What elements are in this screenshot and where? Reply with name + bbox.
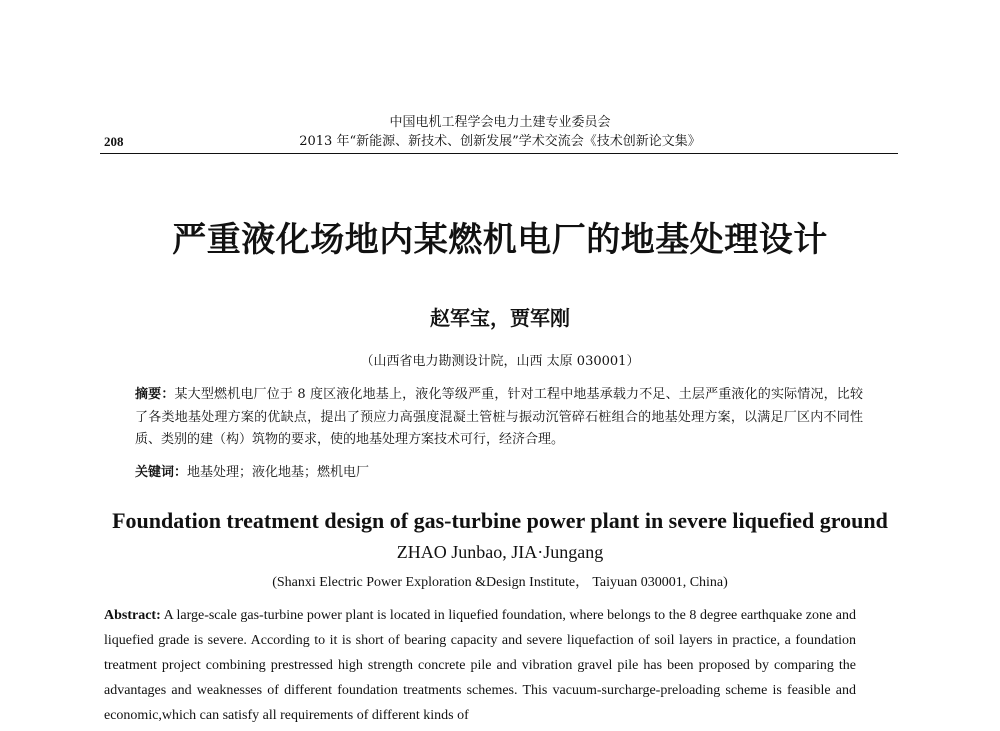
english-abstract: [104, 603, 856, 728]
header-organization: 中国电机工程学会电力土建专业委员会: [389, 115, 611, 130]
english-abstract-text: A large-scale gas-turbine power plant is located in liquefied foundation, where belongs to the 8 degree earthquake zone and liquefied grade is severe. According to it is short of bearing capacity and severe liquefaction of soil layers in practice, a foundation treatment project combining prestressed high strength concrete pile and vibration gravel pile has been proposed by comparing the advantages and weaknesses of different foundation treatments schemes. This vacuum-surcharge-preloading scheme is feasible and economic,which can satisfy all requirements of different kinds of: [104, 608, 856, 723]
chinese-authors: 赵军宝，贾军刚: [430, 306, 570, 330]
chinese-keywords-text: 地基处理；液化地基；燃机电厂: [187, 465, 370, 480]
chinese-title: 严重液化场地内某燃机电厂的地基处理设计: [172, 220, 828, 260]
chinese-keywords-label: 关键词：: [135, 465, 188, 480]
page-number: 208: [104, 134, 124, 149]
header-divider: [100, 153, 898, 154]
chinese-keywords: [135, 464, 863, 482]
english-authors: ZHAO Junbao, JIA·Jungang: [396, 542, 604, 562]
english-title: Foundation treatment design of gas-turbine power plant in severe liquefied ground: [112, 508, 888, 533]
english-abstract-label: Abstract:: [104, 608, 161, 623]
chinese-affiliation: （山西省电力勘测设计院，山西 太原 030001）: [360, 354, 640, 369]
english-affiliation: (Shanxi Electric Power Exploration &Design Institute， Taiyuan 030001, China): [272, 575, 728, 590]
chinese-abstract-text: 某大型燃机电厂位于 8 度区液化地基上，液化等级严重，针对工程中地基承载力不足、土层严重液化的实际情况，比较了各类地基处理方案的优缺点，提出了预应力高强度混凝土管桩与振动沉管碎石桩组合的地基处理方案，以满足厂区内不同性质、类别的建（构）筑物的要求，使的地基处理方案技术可行，经济合理。: [135, 387, 863, 447]
chinese-abstract: [135, 384, 863, 452]
header-conference: 2013 年“新能源、新技术、创新发展”学术交流会《技术创新论文集》: [299, 134, 701, 149]
chinese-abstract-label: 摘要：: [135, 387, 175, 402]
